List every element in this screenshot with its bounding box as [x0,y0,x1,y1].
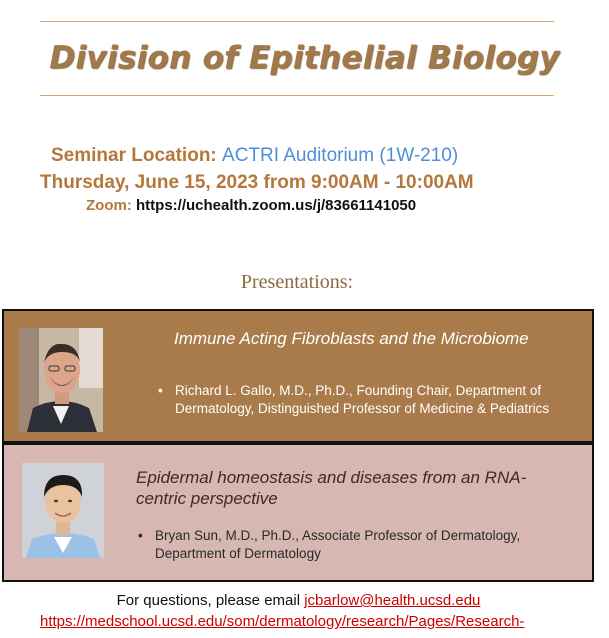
presentation-card [2,443,594,582]
presentation-card [2,309,594,443]
presentations-heading: Presentations: [240,271,354,293]
page-title: Division of Epithelial Biology [49,40,560,76]
speaker-bullet [158,382,558,418]
presentation-title: Immune Acting Fibroblasts and the Microbiome [174,329,529,348]
zoom-label: Zoom: [86,197,132,214]
speaker-info: Richard L. Gallo, M.D., Ph.D., Founding Chair, Department of Dermatology, Distinguished Professor of Medicine & Pediatrics [175,383,550,416]
bullet-icon: • [158,383,163,398]
zoom-line [86,197,416,214]
seminar-location [51,145,458,167]
seminar-date: Thursday, June 15, 2023 from 9:00AM - 10:00AM [40,172,474,193]
location-value: ACTRI Auditorium (1W-210) [222,145,459,166]
bullet-icon: • [138,528,143,543]
research-url-link[interactable]: https://medschool.ucsd.edu/som/dermatology/research/Pages/Research- [40,613,525,630]
email-link[interactable]: jcbarlow@health.ucsd.edu [304,592,481,609]
title-divider [40,95,554,96]
questions-text: For questions, please email [116,592,301,609]
speaker-photo [19,328,103,432]
speaker-info: Bryan Sun, M.D., Ph.D., Associate Professor of Dermatology, Department of Dermatology [155,528,521,561]
top-divider [40,21,554,22]
questions-line [0,592,597,609]
presentation-title: Epidermal homeostasis and diseases from an RNA-centric perspective [136,468,527,508]
speaker-bullet [138,527,578,563]
zoom-link[interactable]: https://uchealth.zoom.us/j/83661141050 [136,197,417,214]
location-label: Seminar Location: [51,145,217,166]
speaker-photo [22,463,104,558]
